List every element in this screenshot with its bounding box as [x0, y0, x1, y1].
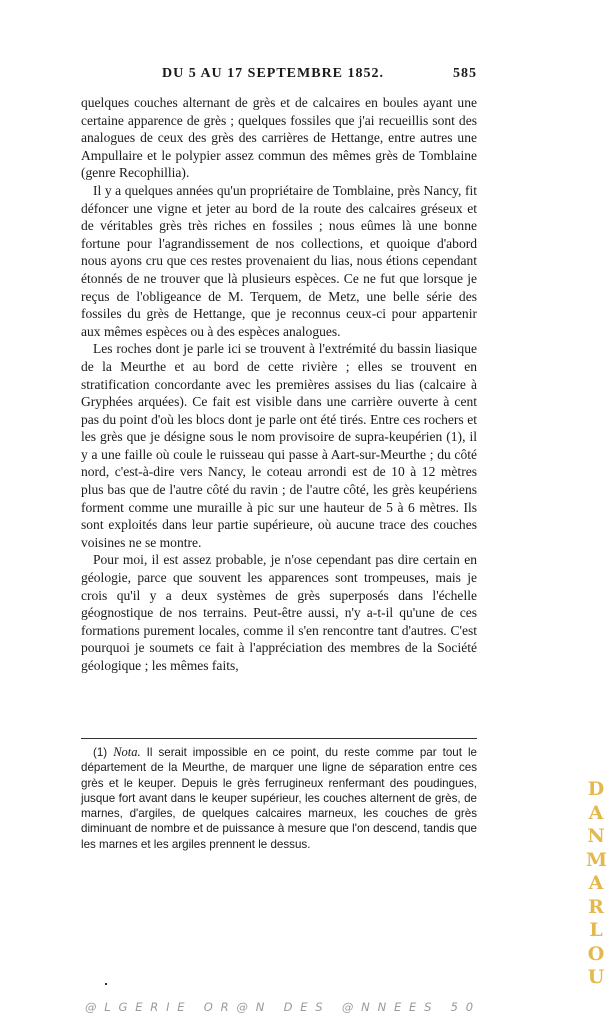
paragraph: Les roches dont je parle ici se trouvent à l'extrémité du bassin liasique de la Meurthe et au bord de cette rivière ; elles se trouvent en stratification concordante avec les premières assises du lias (calcaire à Gryphées arquées). Ce fait est visible dans une carrière ouverte à cent pas du point d'où les blocs dont je parle ont été tirés. Entre ces rochers et les grès que je désigne sous le nom provisoire de supra-keupérien (1), il y a une faille où coule le ruisseau qui passe à Aart-sur-Meurthe ; du côté nord, c'est-à-dire vers Nancy, le coteau arrondi est de 10 à 12 mètres plus bas que de l'autre côté du ravin ; de l'autre côté, les grès keupériens forment comme une muraille à pic sur une hauteur de 5 à 6 mètres. Ils sont exploités dans leur partie supérieure, où aucune trace des couches voisines ne se montre. — [81, 341, 477, 550]
watermark-letter: U — [587, 966, 605, 988]
watermark-letter: A — [588, 872, 604, 894]
watermark-letter: R — [588, 895, 604, 918]
paragraph: Pour moi, il est assez probable, je n'ose cependant pas dire certain en géologie, parce que souvent les apparences sont trompeuses, mais je crois qu'il y a deux systèmes de grès superposés dans l'échelle géognostique de nos terrains. Peut-être aussi, n'y a-t-il qu'une de ces formations purement locales, comme il s'en rencontre tant d'autres. C'est pourquoi je soumets ce fait à l'appréciation des membres de la Société géologique ; les mêmes faits, — [81, 552, 477, 673]
footnote-text: Il serait impossible en ce point, du reste comme par tout le département de la Meurthe, de marquer une ligne de séparation entre ces grès et le keuper. Depuis le grès ferrugineux renfermant des poudingues, jusque fort avant dans le keuper supérieur, les couches alternent de grès, de marnes, d'argiles, de quelques calcaires marneux, les couches de grès diminuant de nombre et de puissance à mesure que l'on descend, tandis que les marnes et les argiles prennent le dessus. — [81, 746, 477, 851]
watermark-letter: M — [586, 848, 608, 871]
watermark-letter: D — [587, 778, 605, 800]
stray-mark — [105, 983, 107, 985]
footnote-nota: Nota. — [113, 745, 141, 759]
footnote — [81, 745, 477, 852]
vertical-watermark — [586, 778, 606, 990]
page-number: 585 — [453, 66, 477, 81]
watermark-letter: L — [589, 919, 603, 941]
watermark-letter: A — [588, 801, 604, 824]
bottom-watermark: @LGERIE OR@N DES @NNEES 50 — [85, 1000, 481, 1014]
paragraph: Il y a quelques années qu'un propriétaire de Tomblaine, près Nancy, fit défoncer une vigne et jeter au bord de la route des calcaires gréseux et de véritables grès très riches en fossiles ; nous eûmes là une bonne fortune pour l'agrandissement de nos collections, et quoique d'abord nous ayons cru que ces restes provenaient du lias, nous étions cependant étonnés de ne trouver que là plusieurs espèces. Ce ne fut que lorsque je reçus de l'obligeance de M. Terquem, de Metz, une belle série des fossiles du grès de Hettange, que je reconnus ceux-ci pour appartenir aux mêmes espèces ou à des espèces analogues. — [81, 182, 477, 339]
footnote-marker: (1) — [93, 746, 108, 759]
watermark-letter: N — [587, 825, 605, 847]
watermark-letter: O — [587, 942, 605, 965]
body-text — [81, 94, 477, 675]
running-header — [82, 66, 477, 88]
footnote-divider — [81, 738, 477, 739]
running-title: DU 5 AU 17 SEPTEMBRE 1852. — [162, 66, 385, 81]
paragraph: quelques couches alternant de grès et de calcaires en boules ayant une certaine apparence de grès ; quelques fossiles que j'ai recueillis sont des analogues de ceux des grès des carrières de Hettange, entre autres une Ampullaire et le polypier assez commun des mêmes grès de Tomblaine (genre Recophillia). — [81, 95, 477, 181]
